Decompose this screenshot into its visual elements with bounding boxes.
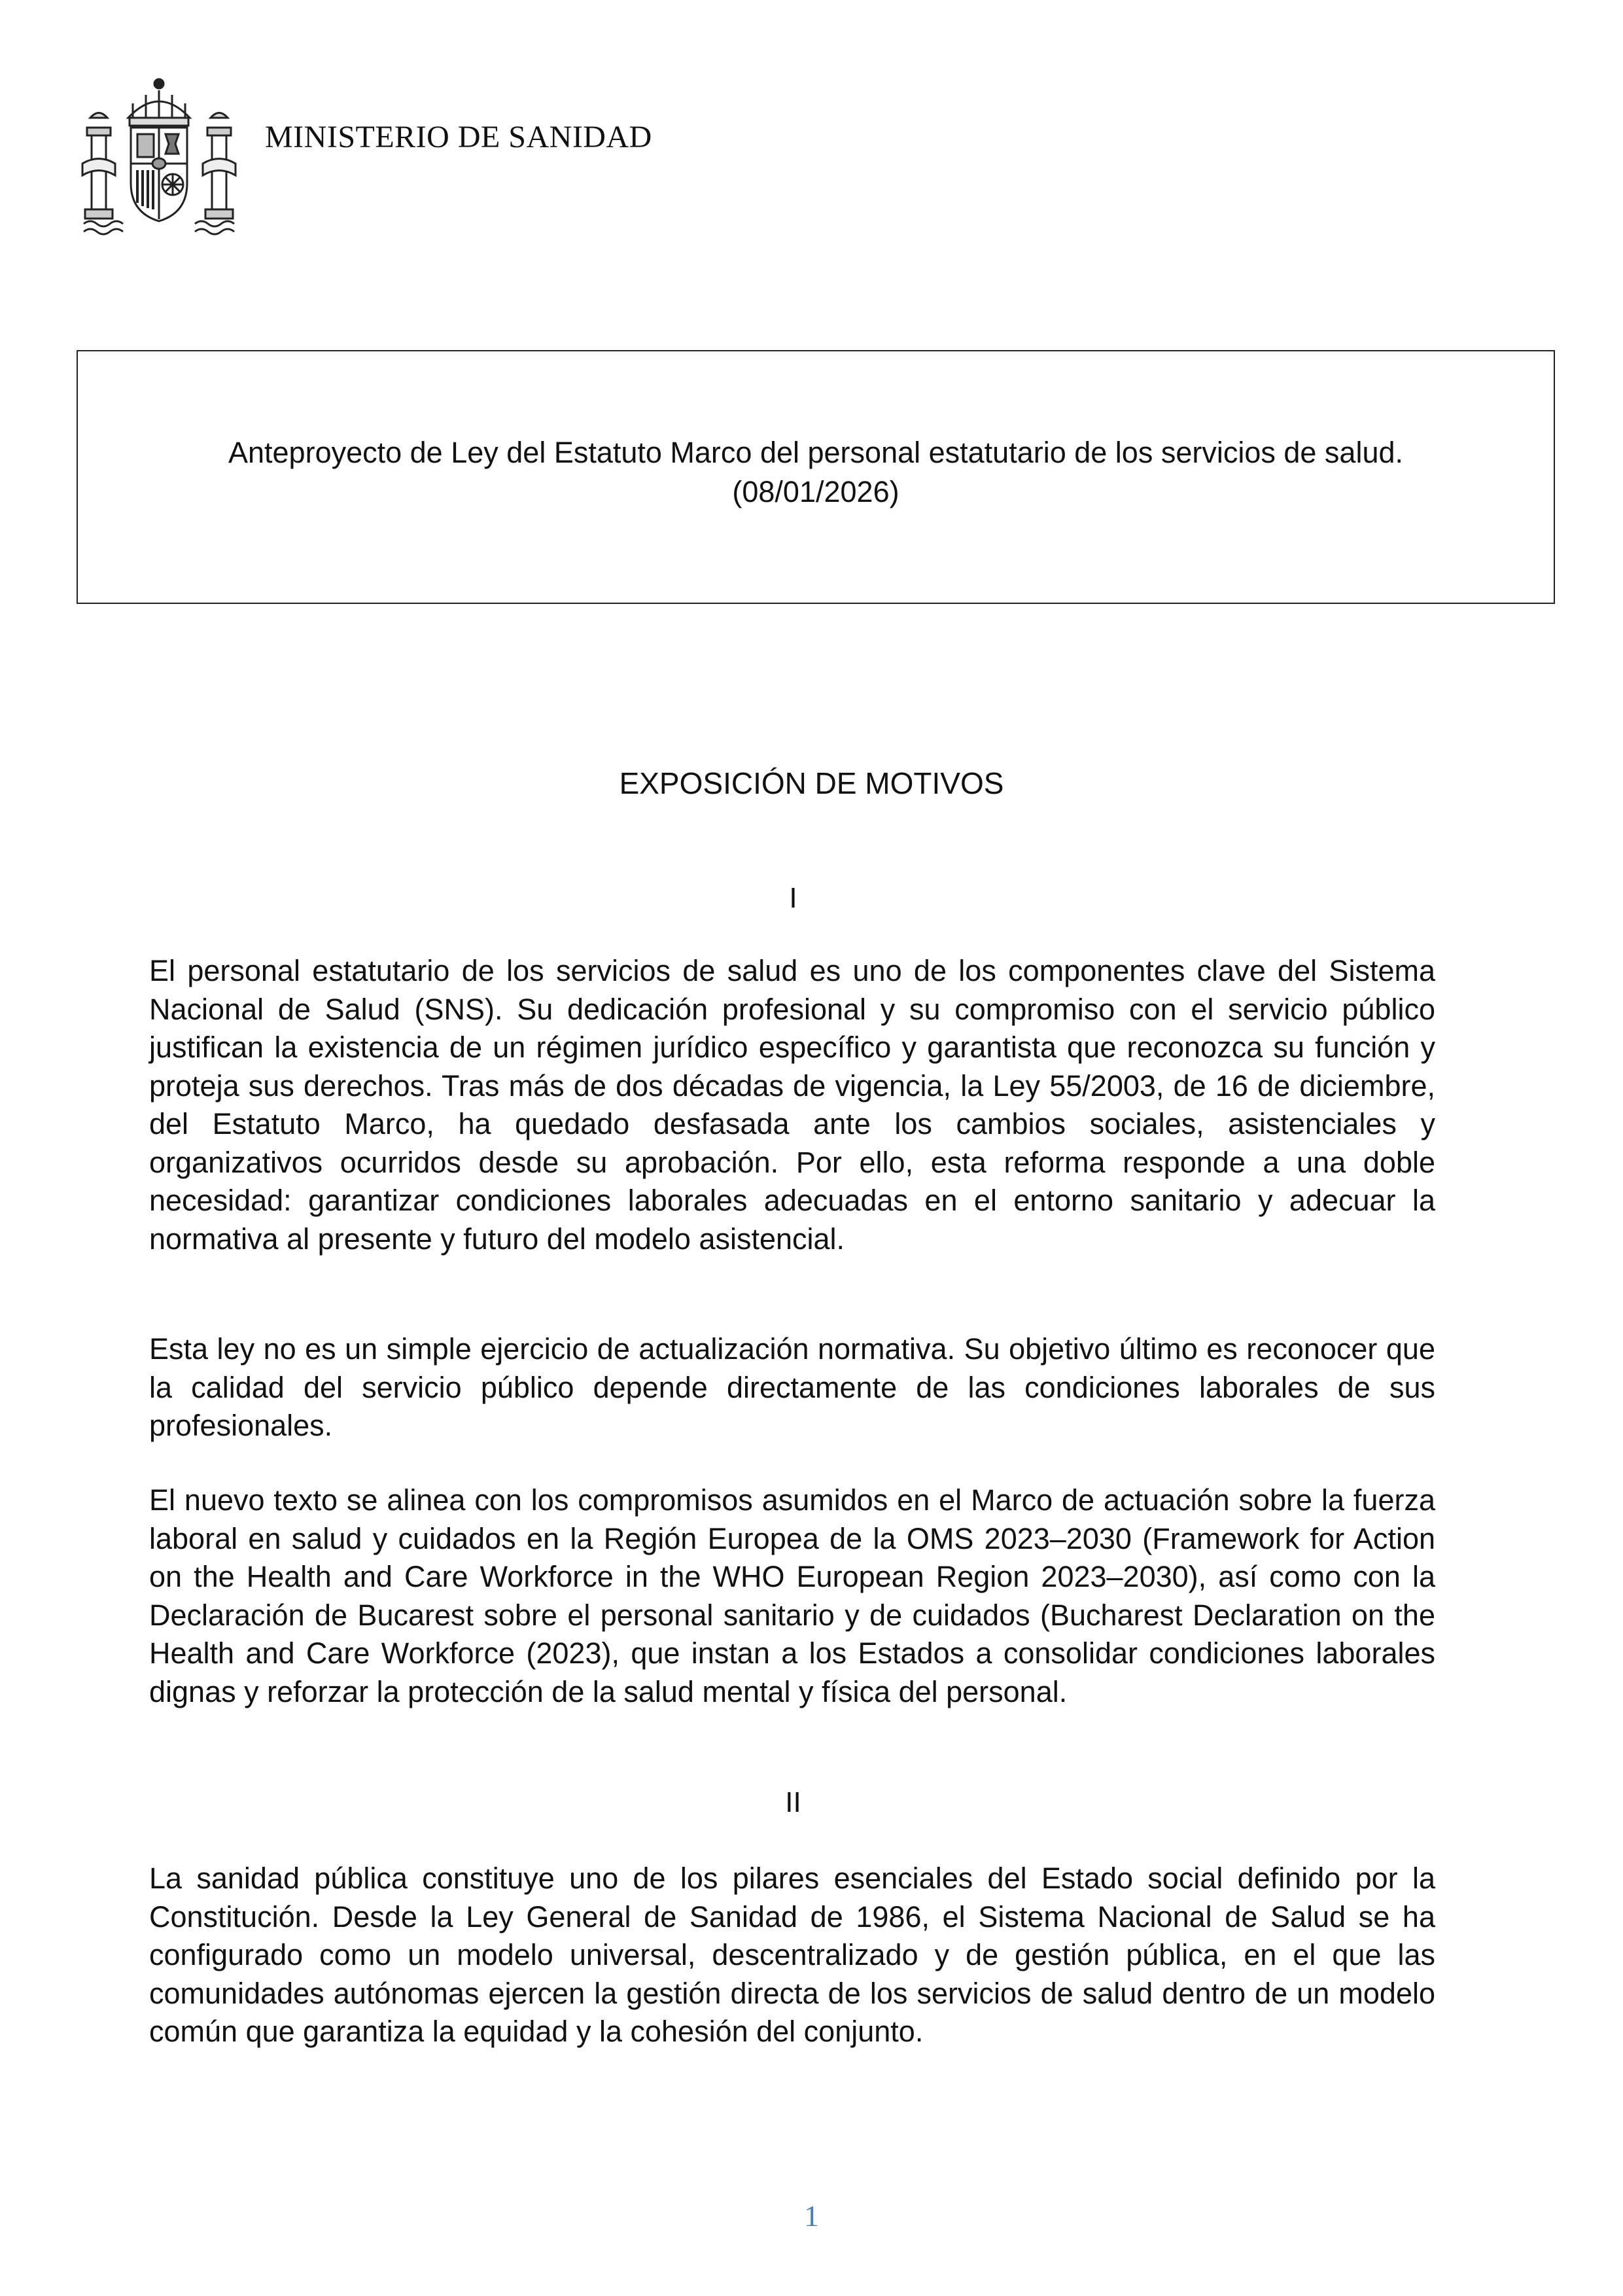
page-number: 1 bbox=[804, 2199, 819, 2233]
section-numeral-i: I bbox=[789, 882, 797, 914]
ministry-name: MINISTERIO DE SANIDAD bbox=[265, 120, 652, 154]
document-header bbox=[77, 72, 862, 242]
document-title: Anteproyecto de Ley del Estatuto Marco del personal estatutario de los servicios de salud. bbox=[228, 436, 1404, 469]
paragraph-1: El personal estatutario de los servicios de salud es uno de los componentes clave del Sistema Nacional de Salud (SNS). Su dedicación profesional y su compromiso con el servicio público justifican la existencia de un régimen jurídico específico y garantista que reconozca su función y proteja sus derechos. Tras más de dos décadas de vigencia, la Ley 55/2003, de 16 de diciembre, del Estatuto Marco, ha quedado desfasada ante los cambios sociales, asistenciales y organizativos ocurridos desde su aprobación. Por ello, esta reforma responde a una doble necesidad: garantizar condiciones laborales adecuadas en el entorno sanitario y adecuar la normativa al presente y futuro del modelo asistencial. bbox=[149, 954, 1435, 1256]
paragraph-4: La sanidad pública constituye uno de los pilares esenciales del Estado social definido por la Constitución. Desde la Ley General de Sanidad de 1986, el Sistema Nacional de Salud se ha configurado como un modelo universal, descentralizado y de gestión pública, en el que las comunidades autónomas ejercen la gestión directa de los servicios de salud dentro de un modelo común que garantiza la equidad y la cohesión del conjunto. bbox=[149, 1862, 1435, 2048]
document-title-box bbox=[77, 350, 1555, 604]
section-heading: EXPOSICIÓN DE MOTIVOS bbox=[619, 766, 1004, 800]
section-numeral-ii: II bbox=[785, 1786, 801, 1818]
paragraph-2: Esta ley no es un simple ejercicio de actualización normativa. Su objetivo último es reconocer que la calidad del servicio público depende directamente de las condiciones laborales de sus profesionales. bbox=[149, 1332, 1435, 1442]
paragraph-3: El nuevo texto se alinea con los compromisos asumidos en el Marco de actuación sobre la fuerza laboral en salud y cuidados en la Región Europea de la OMS 2023–2030 (Framework for Action on the Health and Care Workforce in the WHO European Region 2023–2030), así como con la Declaración de Bucarest sobre el personal sanitario y de cuidados (Bucharest Declaration on the Health and Care Workforce (2023), que instan a los Estados a consolidar condiciones laborales dignas y reforzar la protección de la salud mental y física del personal. bbox=[149, 1483, 1435, 1708]
spanish-coat-of-arms-icon bbox=[77, 72, 241, 236]
document-date: (08/01/2026) bbox=[732, 475, 899, 508]
